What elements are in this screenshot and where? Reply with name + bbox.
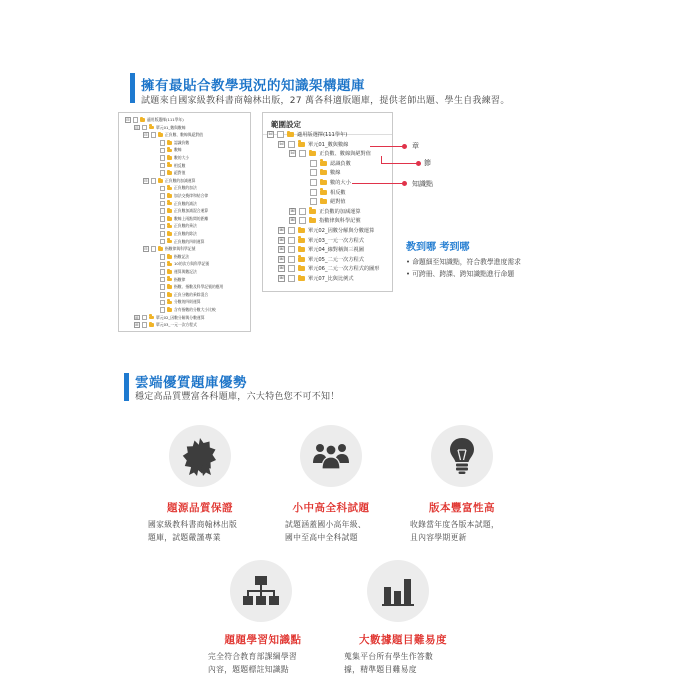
collapse-icon[interactable]: ⊟ — [135, 124, 139, 130]
folder-icon — [167, 171, 172, 175]
tree-label: 認識負數 — [330, 160, 351, 167]
folder-icon — [149, 126, 154, 130]
folder-icon — [167, 232, 172, 236]
tree-checkbox[interactable] — [288, 256, 295, 263]
spacer — [152, 216, 158, 222]
tree-checkbox[interactable] — [160, 254, 166, 260]
tree-row[interactable] — [278, 246, 364, 253]
tree-label: 含有指數的分數大小比較 — [174, 307, 216, 312]
folder-icon — [298, 228, 305, 233]
tree-label: 正負數加減混合運算 — [174, 208, 209, 214]
folder-icon — [167, 149, 172, 153]
tree-label: 單元05_二元一次方程式 — [308, 256, 364, 263]
tree-checkbox[interactable] — [151, 132, 157, 138]
tree-row[interactable] — [278, 265, 379, 272]
expand-icon[interactable]: ⊞ — [279, 255, 284, 262]
tree-label: 指數、指數及科學記號的應用 — [174, 284, 224, 290]
folder-icon — [320, 180, 327, 185]
tree-checkbox[interactable] — [160, 262, 166, 268]
feature-title-4: 題題學習知識點 — [224, 634, 302, 646]
callout-dot-point — [402, 181, 407, 186]
tree-label: 單元02_因數分解與分數運算 — [308, 228, 375, 234]
expand-icon[interactable]: ⊞ — [279, 265, 284, 272]
tree-label: 正負分數的乘除混合 — [174, 291, 209, 297]
tree-row[interactable] — [152, 292, 208, 298]
tree-row[interactable] — [289, 217, 361, 224]
tree-label: 正負數的加法 — [174, 185, 197, 191]
callout-dot-chapter — [402, 144, 407, 149]
tree-checkbox[interactable] — [299, 150, 306, 157]
expand-icon[interactable]: ⊞ — [290, 217, 295, 224]
spacer — [152, 148, 158, 154]
feature-desc-3-line1: 收錄當年度各版本試題， — [410, 520, 500, 529]
folder-icon — [167, 217, 172, 221]
folder-icon — [167, 141, 172, 145]
tree-row[interactable] — [278, 141, 348, 148]
folder-icon — [298, 276, 305, 281]
tree-row[interactable] — [300, 189, 346, 196]
tree-row[interactable] — [152, 147, 182, 153]
tree-label: 數線 — [174, 147, 182, 153]
callout-label-point: 知識點 — [412, 180, 433, 188]
feature-desc-3-line2: 且內容學期更新 — [410, 533, 467, 542]
tree-row[interactable] — [152, 239, 204, 245]
tree-label: 正負數的加減運算 — [165, 177, 196, 183]
tree-checkbox[interactable] — [160, 224, 166, 230]
tree-checkbox[interactable] — [151, 246, 157, 252]
tree-row[interactable] — [134, 322, 197, 328]
folder-icon — [167, 255, 172, 259]
tree-label: 單元04_線對稱與三視圖 — [308, 247, 364, 254]
tree-checkbox[interactable] — [310, 169, 317, 176]
section2-title: 雲端優質題庫優勢 — [135, 375, 247, 391]
expand-icon[interactable]: ⊞ — [279, 227, 284, 233]
tree-label: 指數記法 — [174, 253, 190, 259]
section2-accent-bar — [124, 373, 129, 401]
spacer — [300, 169, 307, 176]
folder-icon — [298, 257, 305, 262]
bar-chart-icon — [367, 560, 429, 622]
tree-row[interactable] — [267, 131, 347, 138]
feature-title-5: 大數據題目難易度 — [359, 634, 447, 646]
section1-subtitle: 試題來自國家級教科書商翰林出版，27 萬各科適版題庫，提供老師出題、學生自我練習。 — [141, 96, 510, 106]
tree-row[interactable] — [300, 179, 351, 186]
tree-label: 單元01_數與數線 — [308, 141, 349, 148]
spacer — [300, 179, 307, 186]
tree-checkbox[interactable] — [160, 163, 166, 169]
tree-label: 正負數的除法 — [174, 231, 197, 236]
feature-desc-4 — [208, 650, 297, 676]
tree-label: 運算與數記法 — [174, 269, 197, 274]
tree-row[interactable] — [134, 125, 186, 131]
spacer — [152, 170, 158, 176]
tree-checkbox[interactable] — [160, 269, 166, 275]
feature-desc-1 — [148, 518, 237, 544]
spacer — [152, 208, 158, 214]
tree-row[interactable] — [152, 254, 189, 260]
folder-icon — [167, 278, 172, 282]
tree-row[interactable] — [125, 117, 184, 123]
tree-row[interactable] — [300, 160, 351, 167]
tree-row[interactable] — [289, 208, 361, 215]
tree-label: 正負數的加減運算 — [319, 208, 361, 215]
tree-checkbox[interactable] — [142, 125, 148, 131]
feature-desc-4-line2: 內容，題題標註知識點 — [208, 665, 289, 674]
tree-checkbox[interactable] — [151, 178, 157, 184]
feature-desc-2-line2: 國中至高中全科試題 — [285, 533, 358, 542]
spacer — [152, 269, 158, 275]
tree-checkbox[interactable] — [288, 141, 295, 148]
callout-line-point — [352, 183, 404, 184]
spacer — [300, 160, 307, 167]
tree-checkbox[interactable] — [299, 217, 306, 224]
folder-icon — [167, 301, 172, 305]
tree-row[interactable] — [143, 246, 195, 252]
folder-icon — [167, 263, 172, 267]
award-badge-icon — [169, 425, 231, 487]
tree-checkbox[interactable] — [160, 170, 166, 176]
folder-icon — [309, 151, 316, 156]
hierarchy-icon — [230, 560, 292, 622]
tree-checkbox[interactable] — [310, 189, 317, 196]
tree-label: 絕對值 — [174, 170, 186, 176]
tree-checkbox[interactable] — [288, 227, 295, 234]
tree-row[interactable] — [134, 315, 205, 321]
spacer — [300, 198, 307, 205]
tree-label: 10的次方與科學記號 — [174, 261, 210, 267]
section1-accent-bar — [130, 73, 135, 103]
folder-icon — [167, 285, 172, 289]
feature-title-3: 版本豐富性高 — [429, 502, 495, 514]
tree-label: 數的大小 — [174, 155, 190, 160]
tree-checkbox[interactable] — [277, 131, 284, 138]
folder-icon — [298, 238, 305, 243]
folder-icon — [140, 118, 145, 122]
collapse-icon[interactable]: ⊟ — [144, 246, 148, 252]
tree-checkbox[interactable] — [310, 198, 317, 205]
tree-label: 適用版選擇(111學年) — [147, 117, 184, 122]
tree-checkbox[interactable] — [160, 193, 166, 199]
folder-icon — [167, 194, 172, 198]
folder-icon — [158, 247, 163, 251]
spacer — [152, 193, 158, 199]
spacer — [152, 254, 158, 260]
tree-checkbox[interactable] — [160, 231, 166, 237]
spacer — [152, 277, 158, 283]
tree-checkbox[interactable] — [160, 216, 166, 222]
tree-checkbox[interactable] — [310, 160, 317, 167]
folder-icon — [167, 293, 172, 297]
tree-row[interactable] — [289, 150, 371, 157]
tree-label: 數線上兩點間的距離 — [174, 215, 209, 221]
teaching-item-1: • 命題細至知識點，符合教學進度需求 — [406, 258, 521, 266]
folder-icon — [167, 156, 172, 160]
tree-checkbox[interactable] — [160, 239, 166, 245]
tree-row[interactable] — [300, 169, 340, 176]
tree-row[interactable] — [152, 170, 185, 176]
collapse-icon[interactable]: ⊟ — [268, 131, 273, 137]
expand-icon[interactable]: ⊞ — [279, 246, 284, 253]
people-group-icon — [300, 425, 362, 487]
tree-label: 正負數的四則運算 — [174, 238, 205, 244]
tree-row[interactable] — [152, 193, 208, 199]
spacer — [152, 186, 158, 192]
tree-checkbox[interactable] — [133, 117, 139, 123]
tree-checkbox[interactable] — [160, 148, 166, 154]
collapse-icon[interactable]: ⊟ — [144, 132, 148, 138]
spacer — [152, 224, 158, 230]
tree-checkbox[interactable] — [288, 265, 295, 272]
folder-icon — [309, 209, 316, 214]
feature-desc-5-line1: 蒐集平台所有學生作答數 — [344, 652, 434, 661]
folder-icon — [298, 142, 305, 147]
tree-label: 分數的四則運算 — [174, 299, 201, 305]
folder-icon — [167, 270, 172, 274]
tree-row[interactable] — [152, 284, 223, 290]
tree-row[interactable] — [278, 237, 364, 244]
spacer — [152, 201, 158, 207]
tree-row[interactable] — [143, 132, 203, 138]
tree-row[interactable] — [152, 277, 185, 283]
folder-icon — [320, 199, 327, 204]
folder-icon — [167, 202, 172, 206]
spacer — [152, 284, 158, 290]
folder-icon — [167, 187, 172, 191]
tree-row[interactable] — [152, 155, 189, 161]
folder-icon — [167, 225, 172, 229]
expand-icon[interactable]: ⊞ — [290, 207, 295, 214]
callout-label-chapter: 章 — [412, 142, 419, 150]
tree-checkbox[interactable] — [160, 277, 166, 283]
callout-line-chapter — [370, 146, 405, 147]
tree-checkbox[interactable] — [142, 322, 148, 328]
folder-icon — [320, 170, 327, 175]
collapse-icon[interactable]: ⊟ — [126, 117, 130, 123]
tree-checkbox[interactable] — [160, 186, 166, 192]
folder-icon — [287, 132, 294, 137]
tree-label: 數的大小 — [330, 180, 351, 186]
section2-subtitle: 穩定高品質豐富各科題庫，六大特色您不可不知！ — [135, 392, 340, 402]
lightbulb-icon — [431, 425, 493, 487]
expand-icon[interactable]: ⊞ — [279, 236, 284, 243]
tree-label: 認識負數 — [174, 139, 190, 145]
tree-label: 絕對值 — [330, 199, 346, 206]
tree-label: 指數律與科學記號 — [165, 246, 196, 252]
tree-checkbox[interactable] — [288, 237, 295, 244]
feature-desc-5 — [344, 650, 433, 676]
tree-checkbox[interactable] — [310, 179, 317, 186]
tree-checkbox[interactable] — [160, 208, 166, 214]
tree-row[interactable] — [152, 269, 197, 275]
tree-row[interactable] — [278, 256, 364, 263]
spacer — [152, 300, 158, 306]
tree-row[interactable] — [152, 216, 208, 222]
spacer — [152, 140, 158, 146]
feature-desc-5-line2: 據，精準題目難易度 — [344, 665, 417, 674]
tree-row[interactable] — [152, 208, 208, 214]
tree-label: 單元03_一元一次方程式 — [156, 322, 197, 328]
callout-label-section: 節 — [424, 159, 431, 167]
tree-label: 單元02_因數分解與分數運算 — [156, 314, 205, 320]
folder-icon — [309, 218, 316, 223]
tree-label: 相反數 — [174, 162, 186, 168]
tree-checkbox[interactable] — [288, 275, 295, 282]
expand-icon[interactable]: ⊞ — [135, 322, 139, 328]
folder-icon — [298, 266, 305, 271]
range-setting-panel — [262, 112, 393, 292]
tree-row[interactable] — [278, 227, 374, 234]
folder-icon — [167, 164, 172, 168]
spacer — [152, 292, 158, 298]
tree-checkbox[interactable] — [299, 208, 306, 215]
collapse-icon[interactable]: ⊟ — [290, 150, 295, 157]
collapse-icon[interactable]: ⊟ — [279, 140, 284, 147]
tree-label: 相反數 — [330, 189, 346, 196]
tree-row[interactable] — [300, 198, 346, 205]
knowledge-tree-panel — [118, 112, 251, 332]
tree-label: 指數律與科學記號 — [319, 218, 361, 225]
tree-checkbox[interactable] — [142, 315, 148, 321]
expand-icon[interactable]: ⊞ — [279, 275, 284, 281]
folder-icon — [167, 240, 172, 244]
spacer — [152, 163, 158, 169]
folder-icon — [167, 308, 172, 312]
folder-icon — [320, 190, 327, 195]
feature-desc-3 — [410, 518, 499, 544]
tree-row[interactable] — [152, 231, 197, 237]
tree-row[interactable] — [152, 307, 216, 313]
tree-row[interactable] — [152, 223, 197, 229]
tree-label: 數線 — [330, 170, 341, 177]
folder-icon — [167, 209, 172, 213]
feature-desc-1-line1: 國家級教科書商翰林出版 — [148, 520, 238, 529]
expand-icon[interactable]: ⊞ — [135, 314, 139, 320]
callout-dot-section — [416, 161, 421, 166]
tree-label: 正負數的減法 — [174, 200, 197, 206]
tree-label: 指數律 — [174, 276, 186, 282]
folder-icon — [320, 161, 327, 166]
section1-title: 擁有最貼合教學現況的知識架構題庫 — [141, 78, 365, 94]
collapse-icon[interactable]: ⊟ — [144, 178, 148, 184]
tree-row[interactable] — [143, 178, 195, 184]
range-setting-header: 範圍設定 — [263, 113, 392, 135]
spacer — [152, 231, 158, 237]
feature-desc-1-line2: 題庫，試題嚴謹專業 — [148, 533, 221, 542]
folder-icon — [149, 323, 154, 327]
spacer — [300, 189, 307, 196]
tree-checkbox[interactable] — [160, 201, 166, 207]
spacer — [152, 262, 158, 268]
tree-label: 單元01_數與數線 — [156, 124, 186, 130]
teaching-title: 教到哪 考到哪 — [406, 242, 470, 253]
spacer — [152, 239, 158, 245]
feature-title-2: 小中高全科試題 — [292, 502, 370, 514]
tree-label: 單元03_一元一次方程式 — [308, 237, 364, 244]
callout-line-section-h — [381, 163, 419, 164]
tree-checkbox[interactable] — [160, 284, 166, 290]
feature-desc-2-line1: 試題涵蓋國小高年級、 — [285, 520, 366, 529]
spacer — [152, 155, 158, 161]
tree-row[interactable] — [152, 299, 201, 305]
tree-label: 單元07_比與比例式 — [308, 276, 354, 282]
folder-icon — [149, 316, 154, 320]
tree-label: 正負數、數線與絕對值 — [319, 151, 371, 158]
tree-row[interactable] — [152, 163, 185, 169]
tree-checkbox[interactable] — [160, 155, 166, 161]
tree-checkbox[interactable] — [288, 246, 295, 253]
tree-label: 正負數、數線與絕對值 — [165, 132, 203, 138]
tree-row[interactable] — [152, 261, 209, 267]
tree-label: 加法交換律和結合律 — [174, 193, 209, 198]
tree-row[interactable] — [152, 201, 197, 207]
tree-label: 單元06_二元一次方程式的圖形 — [308, 266, 380, 273]
tree-checkbox[interactable] — [160, 307, 166, 313]
tree-checkbox[interactable] — [160, 140, 166, 146]
folder-icon — [298, 247, 305, 252]
spacer — [152, 307, 158, 313]
folder-icon — [158, 179, 163, 183]
tree-checkbox[interactable] — [160, 300, 166, 306]
tree-row[interactable] — [278, 275, 354, 282]
folder-icon — [158, 133, 163, 137]
tree-row[interactable] — [152, 140, 189, 146]
tree-label: 正負數的乘法 — [174, 223, 197, 229]
tree-row[interactable] — [152, 185, 197, 191]
tree-label: 適用版選擇(111學年) — [297, 132, 348, 138]
feature-title-1: 題源品質保證 — [167, 502, 233, 514]
feature-desc-2 — [285, 518, 366, 544]
tree-checkbox[interactable] — [160, 292, 166, 298]
teaching-item-2: • 可跨冊、跨課、跨知識點進行命題 — [406, 270, 515, 278]
feature-desc-4-line1: 完全符合教育部課綱學習 — [208, 652, 298, 661]
